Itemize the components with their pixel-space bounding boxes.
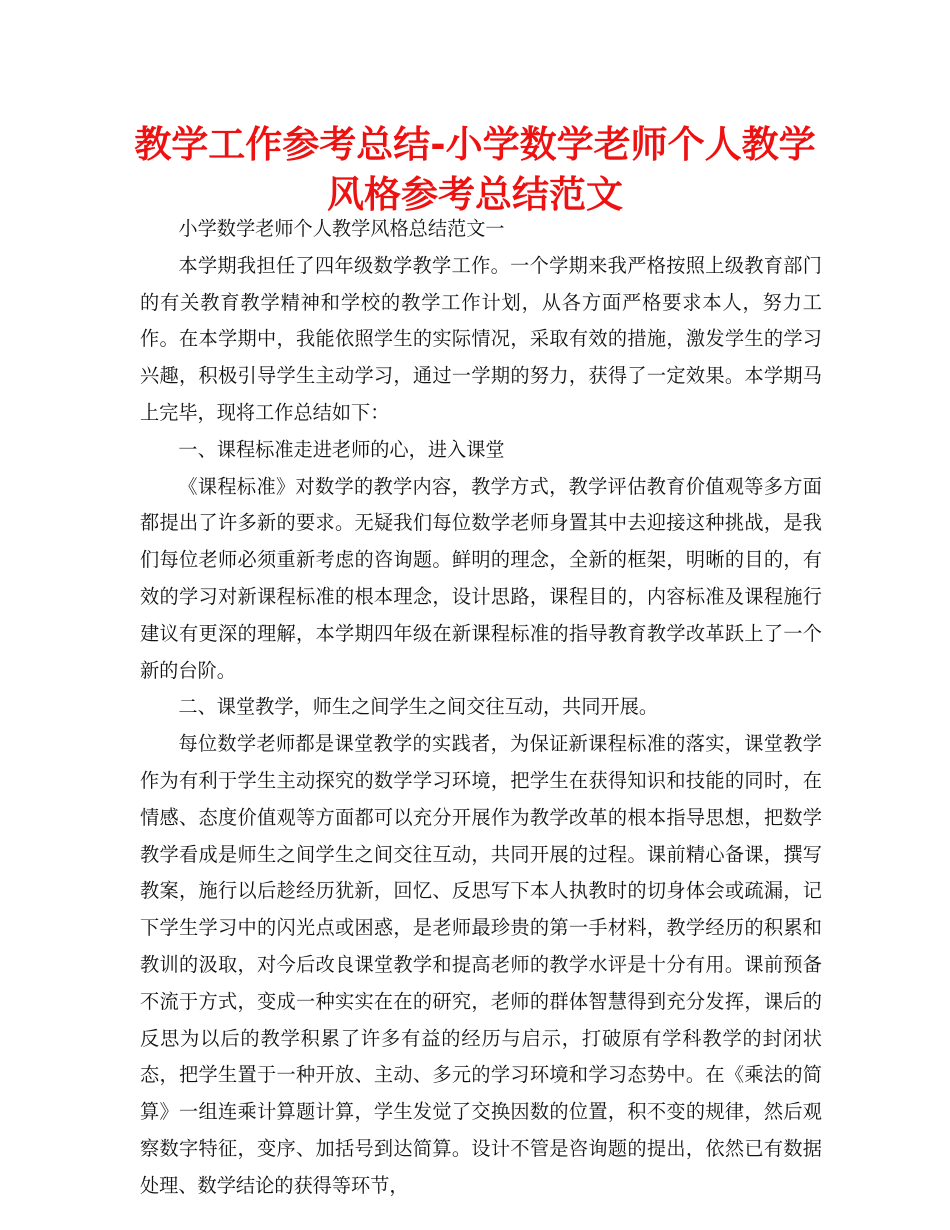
section-heading-2: 二、课堂教学，师生之间学生之间交往互动，共同开展。 bbox=[178, 695, 659, 719]
document-body bbox=[140, 211, 822, 1205]
document-title: 教学工作参考总结-小学数学老师个人教学风格参考总结范文 bbox=[134, 123, 816, 216]
intro-paragraph: 本学期我担任了四年级数学教学工作。一个学期来我严格按照上级教育部门的有关教育教学精神和学校的教学工作计划，从各方面严格要求本人，努力工作。在本学期中，我能依照学生的实际情况，采取有效的措施，激发学生的学习兴趣，积极引导学生主动学习，通过一学期的努力，获得了一定效果。本学期马上完毕，现将工作总结如下： bbox=[140, 253, 822, 424]
section-heading-1: 一、课程标准走进老师的心，进入课堂 bbox=[178, 437, 505, 461]
subtitle-paragraph: 小学数学老师个人教学风格总结范文一 bbox=[178, 217, 505, 240]
body-paragraph: 每位数学老师都是课堂教学的实践者，为保证新课程标准的落实，课堂教学作为有利于学生主动探究的数学学习环境，把学生在获得知识和技能的同时，在情感、态度价值观等方面都可以充分开展作为教学改革的根本指导思想，把数学教学看成是师生之间学生之间交往互动，共同开展的过程。课前精心备课，撰写教案，施行以后趁经历犹新，回忆、反思写下本人执教时的切身体会或疏漏，记下学生学习中的闪光点或困惑，是老师最珍贵的第一手材料，教学经历的积累和教训的汲取，对今后改良课堂教学和提高老师的教学水评是十分有用。课前预备不流于方式，变成一种实实在在的研究，老师的群体智慧得到充分发挥，课后的反思为以后的教学积累了许多有益的经历与启示，打破原有学科教学的封闭状态，把学生置于一种开放、主动、多元的学习环境和学习态势中。在《乘法的简算》一组连乘计算题计算，学生发觉了交换因数的位置，积不变的规律，然后观察数字特征，变序、加括号到达简算。设计不管是咨询题的提出，依然已有数据处理、数学结论的获得等环节， bbox=[140, 732, 822, 1197]
body-paragraph: 《课程标准》对数学的教学内容，教学方式，教学评估教育价值观等多方面都提出了许多新的要求。无疑我们每位数学老师身置其中去迎接这种挑战，是我们每位老师必须重新考虑的咨询题。鲜明的理念，全新的框架，明晰的目的，有效的学习对新课程标准的根本理念，设计思路，课程目的，内容标准及课程施行建议有更深的理解，本学期四年级在新课程标准的指导教育教学改革跃上了一个新的台阶。 bbox=[140, 474, 822, 682]
